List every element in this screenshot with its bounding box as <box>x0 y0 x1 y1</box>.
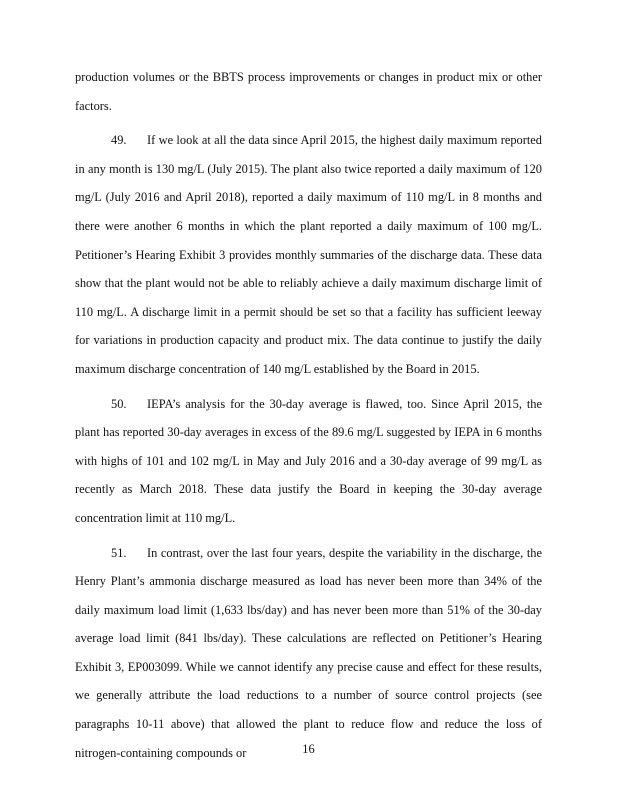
paragraph-number: 51. <box>111 545 127 560</box>
paragraph-text: In contrast, over the last four years, despite the variability in the discharge, the Henry Plant’s ammonia discharge measured as load has never been more than 34% of the daily maximum load limit (1,633 lbs/day) and has never been more than 51% of the 30-day average load limit (841 lbs/day). These calculations are reflected on Petitioner’s Hearing Exhibit 3, EP003099. While we cannot identify any precise cause and effect for these results, we generally attribute the load reductions to a number of source control projects (see paragraphs 10-11 above) that allowed the plant to reduce flow and reduce the loss of nitrogen-containing compounds or <box>75 545 542 760</box>
document-body <box>75 63 542 767</box>
paragraph-50 <box>75 390 542 533</box>
page-number: 16 <box>302 742 315 756</box>
paragraph-number: 50. <box>111 396 127 411</box>
paragraph-text: If we look at all the data since April 2015, the highest daily maximum reported in any month is 130 mg/L (July 2015). The plant also twice reported a daily maximum of 120 mg/L (July 2016 and April 2018), reported a daily maximum of 110 mg/L in 8 months and there were another 6 months in which the plant reported a daily maximum of 100 mg/L. Petitioner’s Hearing Exhibit 3 provides monthly summaries of the discharge data. These data show that the plant would not be able to reliably achieve a daily maximum discharge limit of 110 mg/L. A discharge limit in a permit should be set so that a facility has sufficient leeway for variations in production capacity and product mix. The data continue to justify the daily maximum discharge concentration of 140 mg/L established by the Board in 2015. <box>75 133 542 376</box>
paragraph-number: 49. <box>111 133 127 148</box>
paragraph-49 <box>75 126 542 383</box>
paragraph-text: IEPA’s analysis for the 30-day average is flawed, too. Since April 2015, the plant has reported 30-day averages in excess of the 89.6 mg/L suggested by IEPA in 6 months with highs of 101 and 102 mg/L in May and July 2016 and a 30-day average of 99 mg/L as recently as March 2018. These data justify the Board in keeping the 30-day average concentration limit at 110 mg/L. <box>75 396 542 525</box>
paragraph-continuation: production volumes or the BBTS process improvements or changes in product mix or other factors. <box>75 70 542 113</box>
paragraph-51 <box>75 539 542 768</box>
